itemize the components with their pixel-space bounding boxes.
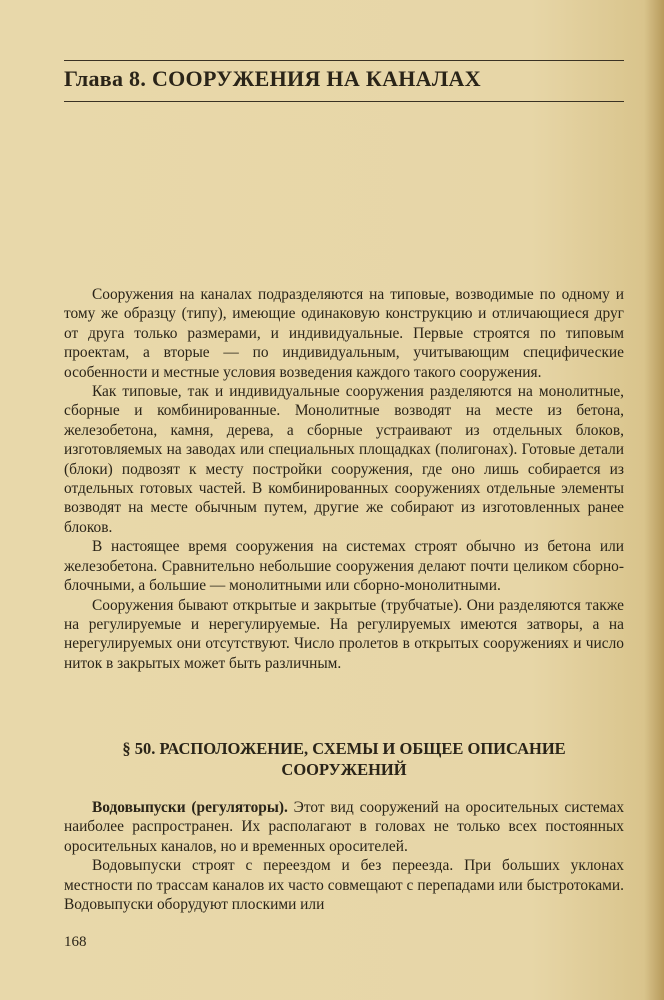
paragraph: В настоящее время сооружения на системах строят обычно из бетона или железобетона. Сравнительно небольшие сооружения делают почти целиком сборно-блочными, а большие — монолитными или сборно-монолитными.	[64, 538, 624, 595]
section-text	[64, 798, 624, 914]
run-in-heading: Водовыпуски (регуляторы).	[92, 799, 288, 816]
paragraph	[64, 798, 624, 856]
paragraph: Сооружения бывают открытые и закрытые (трубчатые). Они разделяются также на регулируемые и нерегулируемые. На регулируемых имеются затворы, а на нерегулируемых они отсутствуют. Число пролетов в открытых сооружениях и число ниток в закрытых может быть различным.	[64, 596, 624, 672]
paragraph: Сооружения на каналах подразделяются на типовые, возводимые по одному и тому же образцу (типу), имеющие одинаковую конструкцию и отличающиеся друг от друга только размерами, и индивидуальные. Первые строятся по типовым проектам, а вторые — по индивидуальным, учитывающим специфические особенности и местные условия возведения каждого такого сооружения.	[64, 286, 624, 381]
intro-text	[64, 285, 624, 673]
page-number: 168	[64, 934, 87, 950]
paragraph: Как типовые, так и индивидуальные сооружения разделяются на монолитные, сборные и комбинированные. Монолитные возводят на месте из бетона, железобетона, камня, дерева, а сборные устраивают из отдельных блоков, изготовляемых на заводах или специальных площадках (полигонах). Готовые детали (блоки) подвозят к месту постройки сооружения, где оно лишь собирается из отдельных готовых частей. В комбинированных сооружениях отдельные элементы возводят на месте обычным путем, другие же собирают из изготовленных ранее блоков.	[64, 383, 624, 536]
header-rule-bottom	[64, 101, 624, 102]
paragraph: Водовыпуски строят с переездом и без переезда. При больших уклонах местности по трассам каналов их часто совмещают с перепадами или быстротоками. Водовыпуски оборудуют плоскими или	[64, 857, 624, 914]
paragraph-text: Этот вид сооружений на оросительных системах наиболее распространен. Их располагают в головах не только всех постоянных оросительных каналов, но и временных оросителей.	[64, 799, 625, 855]
section-title: § 50. РАСПОЛОЖЕНИЕ, СХЕМЫ И ОБЩЕЕ ОПИСАНИЕ СООРУЖЕНИЙ	[122, 739, 566, 779]
header-rule-top	[64, 60, 624, 61]
chapter-title: Глава 8. СООРУЖЕНИЯ НА КАНАЛАХ	[64, 66, 481, 91]
